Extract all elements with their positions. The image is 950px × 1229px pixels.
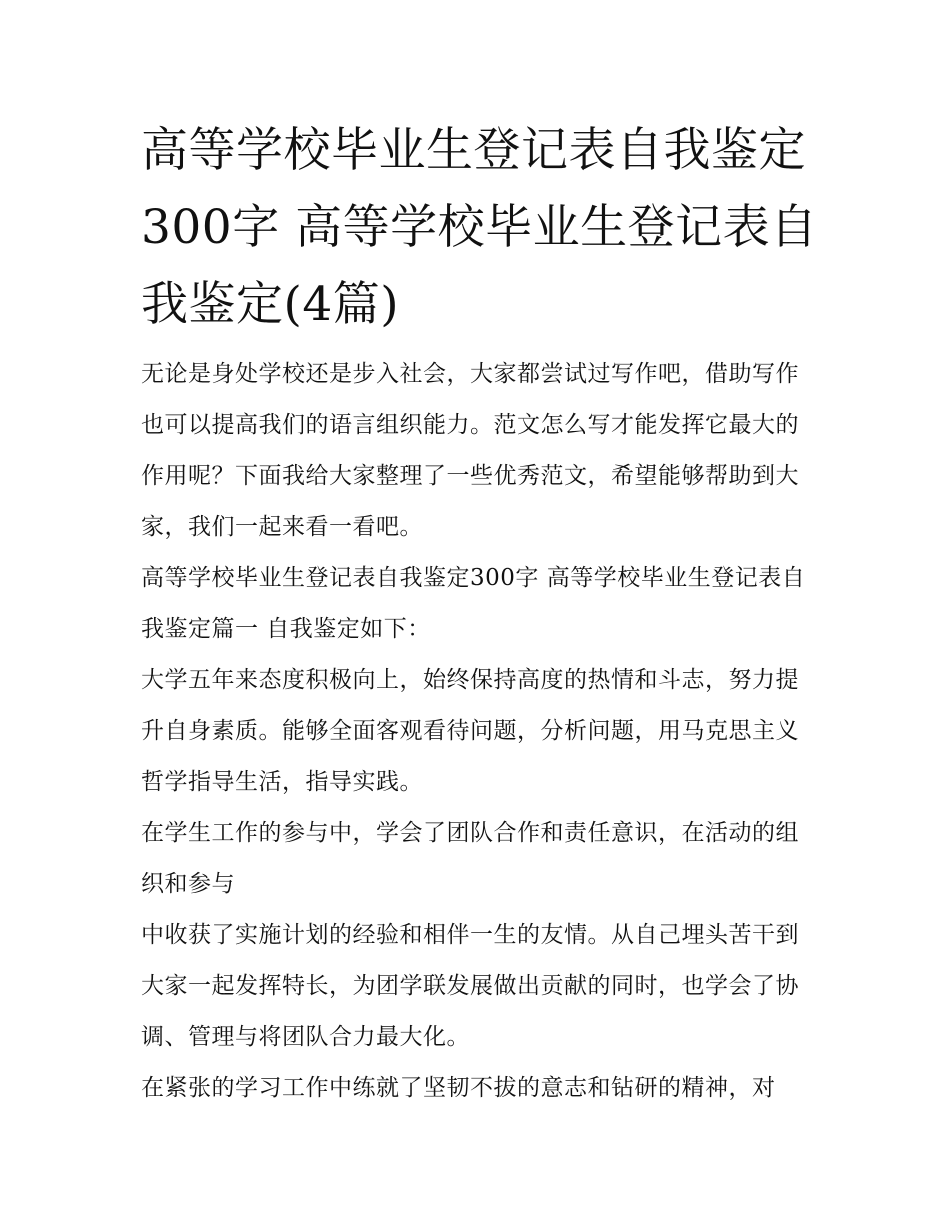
document-page [141, 112, 821, 1114]
paragraph-study-work: 在紧张的学习工作中练就了坚韧不拔的意志和钻研的精神，对 [141, 1075, 776, 1101]
paragraph-experience: 中收获了实施计划的经验和相伴一生的友情。从自己埋头苦干到大家一起发挥特长，为团学联发展做出贡献的同时，也学会了协调、管理与将团队合力最大化。 [141, 922, 799, 1050]
paragraph-intro: 无论是身处学校还是步入社会，大家都尝试过写作吧，借助写作也可以提高我们的语言组织能力。范文怎么写才能发挥它最大的作用呢？下面我给大家整理了一些优秀范文，希望能够帮助到大家，我们一起来看一看吧。 [141, 361, 799, 540]
title-block [141, 112, 821, 343]
document-title: 高等学校毕业生登记表自我鉴定300字 高等学校毕业生登记表自我鉴定(4篇) [141, 123, 818, 332]
paragraph-attitude: 大学五年来态度积极向上，始终保持高度的热情和斗志，努力提升自身素质。能够全面客观看待问题，分析问题，用马克思主义哲学指导生活，指导实践。 [141, 667, 799, 795]
paragraph-heading-one: 高等学校毕业生登记表自我鉴定300字 高等学校毕业生登记表自我鉴定篇一 自我鉴定如下： [141, 565, 806, 642]
paragraph-student-work: 在学生工作的参与中，学会了团队合作和责任意识，在活动的组织和参与 [141, 820, 799, 897]
